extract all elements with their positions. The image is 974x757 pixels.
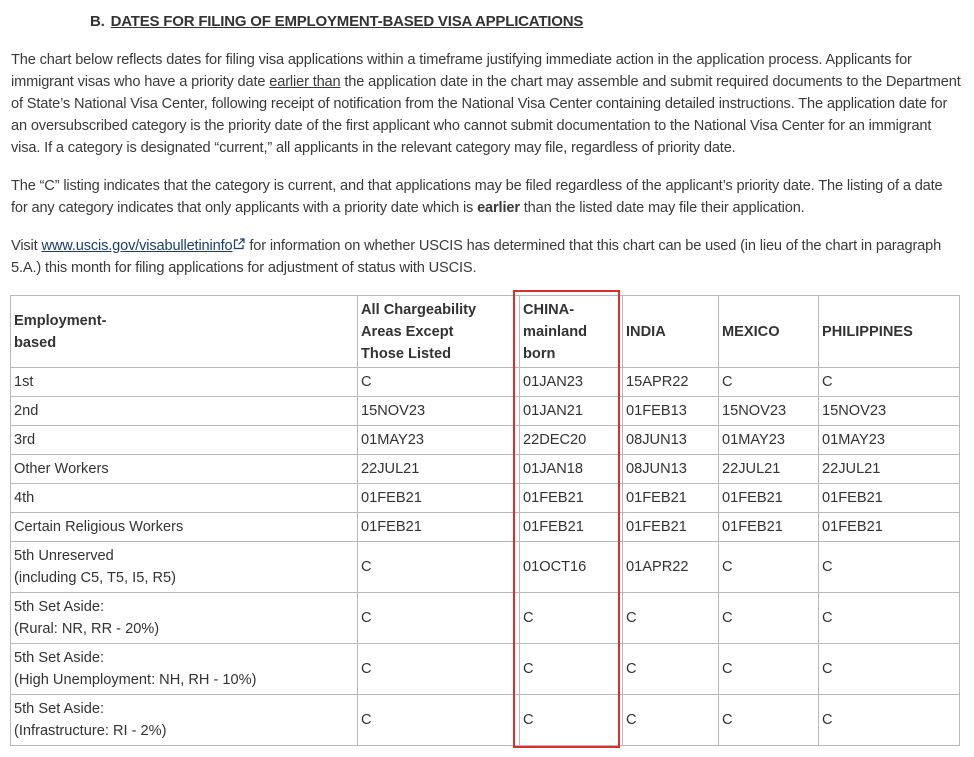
cell-text: 3rd (14, 432, 36, 448)
paragraph-text: Visit (11, 238, 42, 254)
date-cell: 01FEB21 (520, 484, 623, 513)
category-cell (11, 644, 358, 695)
cell-text: 5th Unreserved (14, 548, 114, 564)
table-row (11, 368, 960, 397)
date-cell: 01MAY23 (358, 426, 520, 455)
date-cell: C (719, 542, 819, 593)
date-cell: C (819, 542, 960, 593)
intro-paragraph (11, 49, 961, 159)
category-cell (11, 695, 358, 746)
date-cell: 15NOV23 (819, 397, 960, 426)
date-cell: 22JUL21 (719, 455, 819, 484)
cell-text: INDIA (626, 323, 666, 340)
date-cell: C (358, 542, 520, 593)
date-cell: 01APR22 (623, 542, 719, 593)
date-cell: 01FEB21 (623, 484, 719, 513)
date-cell: 15NOV23 (719, 397, 819, 426)
date-cell: C (819, 368, 960, 397)
date-cell: 15NOV23 (358, 397, 520, 426)
bold-phrase: earlier (477, 200, 520, 216)
date-cell: C (358, 593, 520, 644)
date-cell: C (520, 695, 623, 746)
date-cell: 01OCT16 (520, 542, 623, 593)
uscis-paragraph (11, 235, 961, 279)
table-row (11, 644, 960, 695)
cell-text: 1st (14, 374, 34, 390)
date-cell: C (520, 644, 623, 695)
cell-text: 5th Set Aside: (14, 599, 105, 615)
date-cell: C (719, 644, 819, 695)
date-cell: C (623, 593, 719, 644)
column-header (11, 296, 358, 368)
table-row (11, 593, 960, 644)
date-cell: 01FEB21 (520, 513, 623, 542)
category-cell (11, 455, 358, 484)
paragraph-text: for information on whether USCIS has determined that this chart can be used (in lieu of the chart in paragraph 5.A.) this month for filing applications for adjustment of status with USCIS. (11, 238, 942, 276)
cell-text: (High Unemployment: NH, RH - 10%) (14, 672, 257, 688)
category-cell (11, 542, 358, 593)
date-cell: C (623, 695, 719, 746)
section-title: DATES FOR FILING OF EMPLOYMENT-BASED VISA APPLICATIONS (110, 13, 584, 30)
paragraph-text: the application date in the chart may assemble and submit required documents to the Department of State’s National Visa Center, following receipt of notification from the National Visa Center containing detailed instructions. The application date for an oversubscribed category is the priority date of the first applicant who cannot submit documentation to the National Visa Center for an immigrant visa. If a category is designated “current,” all applicants in the relevant category may file, regardless of priority date. (11, 74, 961, 156)
column-header (358, 296, 520, 368)
date-cell: 15APR22 (623, 368, 719, 397)
cell-text: Employment- (14, 312, 107, 329)
table-row (11, 455, 960, 484)
table-row (11, 484, 960, 513)
date-cell: 01FEB21 (358, 513, 520, 542)
column-header (520, 296, 623, 368)
date-cell: C (819, 593, 960, 644)
date-cell: C (719, 593, 819, 644)
category-cell (11, 593, 358, 644)
cell-text: All Chargeability (361, 301, 477, 318)
cell-text: Those Listed (361, 345, 452, 362)
category-cell (11, 484, 358, 513)
date-cell: C (719, 695, 819, 746)
date-cell: 01MAY23 (819, 426, 960, 455)
section-letter: B. (90, 13, 105, 30)
table-row (11, 397, 960, 426)
cell-text: (Infrastructure: RI - 2%) (14, 723, 167, 739)
date-cell: 22JUL21 (819, 455, 960, 484)
category-cell (11, 368, 358, 397)
date-cell: C (358, 644, 520, 695)
cell-text: CHINA- (523, 301, 575, 318)
date-cell: C (520, 593, 623, 644)
cell-text: Areas Except (361, 323, 454, 340)
cell-text: MEXICO (722, 323, 780, 340)
cell-text: born (523, 345, 556, 362)
paragraph-text: The “C” listing indicates that the category is current, and that applications may be filed regardless of the applicant’s priority date. The listing of a date for any category indicates that only applicants with a priority date which is (11, 178, 943, 216)
date-cell: C (819, 644, 960, 695)
section-heading (90, 13, 583, 30)
date-cell: 01FEB21 (358, 484, 520, 513)
date-cell: 01FEB21 (719, 484, 819, 513)
table-row (11, 695, 960, 746)
column-header (719, 296, 819, 368)
table-row (11, 513, 960, 542)
table-body (11, 368, 960, 746)
date-cell: C (358, 695, 520, 746)
date-cell: 01MAY23 (719, 426, 819, 455)
date-cell: C (623, 644, 719, 695)
date-cell: 01FEB21 (719, 513, 819, 542)
cell-text: (including C5, T5, I5, R5) (14, 570, 176, 586)
cell-text: (Rural: NR, RR - 20%) (14, 621, 160, 637)
visa-dates-table (10, 295, 960, 746)
column-header (819, 296, 960, 368)
date-cell: C (719, 368, 819, 397)
cell-text: 2nd (14, 403, 39, 419)
paragraph-text: The chart below reflects dates for filing visa applications within a timeframe justifying immediate action in the application process. Applicants for immigrant visas who have a priority date (11, 52, 912, 90)
date-cell: 01JAN21 (520, 397, 623, 426)
cell-text: 4th (14, 490, 35, 506)
cell-text: mainland (523, 323, 588, 340)
date-cell: C (358, 368, 520, 397)
cell-text: 5th Set Aside: (14, 650, 105, 666)
date-cell: 01FEB21 (623, 513, 719, 542)
category-cell (11, 426, 358, 455)
date-cell: C (819, 695, 960, 746)
external-link-icon[interactable] (233, 235, 245, 257)
date-cell: 01JAN18 (520, 455, 623, 484)
date-cell: 22JUL21 (358, 455, 520, 484)
date-cell: 01FEB13 (623, 397, 719, 426)
cell-text: Other Workers (14, 461, 109, 477)
column-header (623, 296, 719, 368)
table-row (11, 542, 960, 593)
c-listing-paragraph (11, 175, 961, 219)
cell-text: Certain Religious Workers (14, 519, 184, 535)
category-cell (11, 397, 358, 426)
cell-text: based (14, 334, 57, 351)
category-cell (11, 513, 358, 542)
cell-text: PHILIPPINES (822, 323, 913, 340)
underlined-phrase: earlier than (269, 74, 341, 90)
uscis-link[interactable]: www.uscis.gov/visabulletininfo (41, 238, 233, 254)
date-cell: 22DEC20 (520, 426, 623, 455)
date-cell: 01FEB21 (819, 513, 960, 542)
cell-text: 5th Set Aside: (14, 701, 105, 717)
paragraph-text: than the listed date may file their application. (519, 200, 805, 216)
date-cell: 08JUN13 (623, 455, 719, 484)
table-header-row (11, 296, 960, 368)
date-cell: 01JAN23 (520, 368, 623, 397)
table-row (11, 426, 960, 455)
date-cell: 08JUN13 (623, 426, 719, 455)
date-cell: 01FEB21 (819, 484, 960, 513)
